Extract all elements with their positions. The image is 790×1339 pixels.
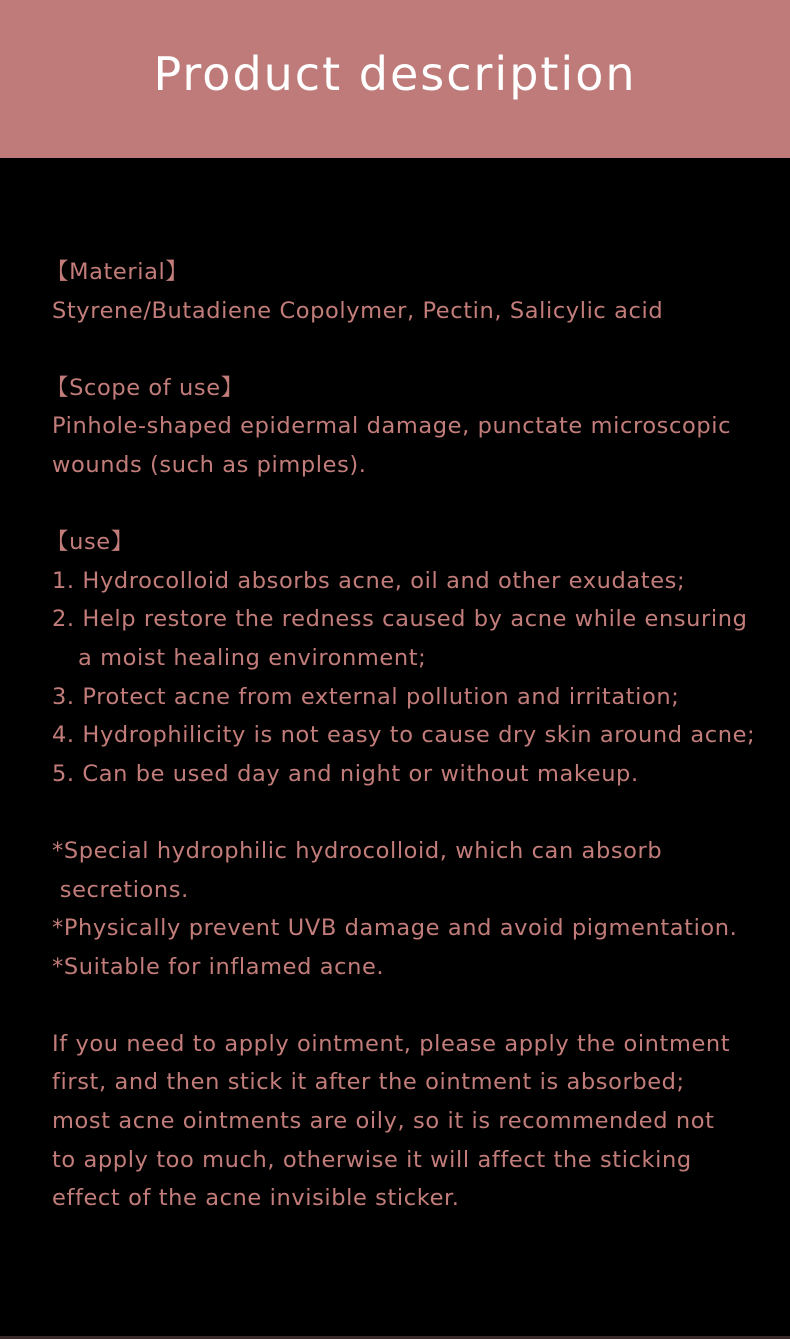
use-item-continuation: a moist healing environment; (78, 644, 427, 671)
description-body (46, 253, 772, 1218)
note-line: most acne ointments are oily, so it is recommended not (52, 1108, 715, 1135)
section-gap (52, 485, 772, 524)
note-line: to apply too much, otherwise it will affect the sticking (52, 1146, 692, 1173)
use-item: 4. Hydrophilicity is not easy to cause dry skin around acne; (52, 722, 756, 749)
header-banner (0, 0, 790, 158)
feature-line: *Special hydrophilic hydrocolloid, which can absorb (52, 837, 663, 864)
note-line: effect of the acne invisible sticker. (52, 1185, 460, 1212)
note-line: first, and then stick it after the ointment is absorbed; (52, 1069, 685, 1096)
scope-heading: 【Scope of use】 (46, 374, 244, 401)
scope-section (46, 369, 772, 485)
use-item: 5. Can be used day and night or without makeup. (52, 760, 639, 787)
page-title: Product description (153, 47, 637, 101)
section-gap (52, 330, 772, 369)
section-gap (52, 793, 772, 832)
use-section (46, 523, 772, 793)
feature-line: secretions. (52, 876, 189, 903)
material-section (46, 253, 772, 330)
use-heading: 【use】 (46, 529, 134, 556)
scope-line: wounds (such as pimples). (52, 451, 367, 478)
feature-line: *Suitable for inflamed acne. (52, 953, 385, 980)
note-section (52, 1025, 772, 1218)
material-text: Styrene/Butadiene Copolymer, Pectin, Salicylic acid (52, 297, 664, 324)
use-item: 2. Help restore the redness caused by acne while ensuring (52, 606, 748, 633)
scope-line: Pinhole-shaped epidermal damage, punctate microscopic (52, 413, 732, 440)
use-item: 3. Protect acne from external pollution and irritation; (52, 683, 680, 710)
use-item: 1. Hydrocolloid absorbs acne, oil and other exudates; (52, 567, 686, 594)
material-heading: 【Material】 (46, 259, 189, 285)
note-line: If you need to apply ointment, please apply the ointment (52, 1030, 731, 1057)
section-gap (52, 986, 772, 1025)
features-section (52, 832, 772, 986)
feature-line: *Physically prevent UVB damage and avoid pigmentation. (52, 915, 738, 942)
